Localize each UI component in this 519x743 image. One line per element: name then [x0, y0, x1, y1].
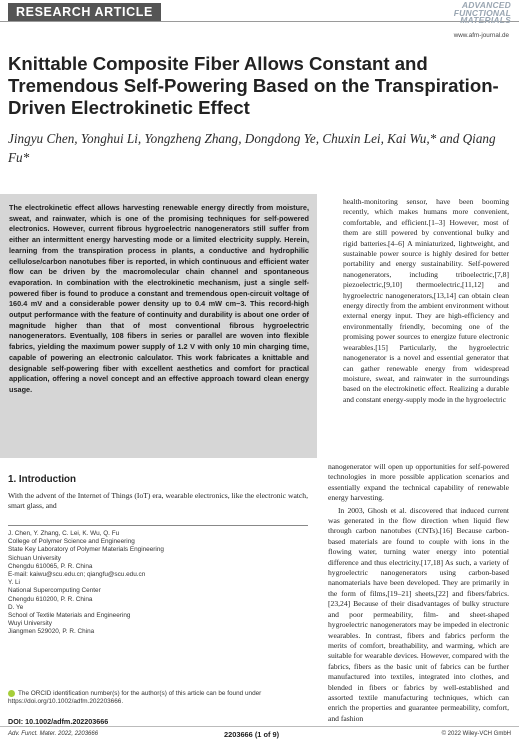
intro-right-column: health-monitoring sensor, have been booming recently, which makes humans more convenient, comfortable, and efficient.[1–3] However, most of them are still powered by conventional bulky and rigid batteries.[4–6] A miniaturized, lightweight, and sustainable power source is highly desired for better portability and energy sustainability. Self-powered nanogenerators, including triboelectric,[7,8] piezoelectric,[9,10] thermoelectric,[11,12] and hygroelectric nanogenerators,[13,14] can obtain clean energy directly from the ambient environment without external energy input. They are high-efficiency and environmentally friendly, becoming one of the promising power sources to energize future electronic wearables.[15] Particularly, the hygroelectric nanogenerator is a novel and essential generator that can gather renewable energy from widespread moisture, sweat, and rainwater in the surroundings based on the electrokinetic effect. Realizing a durable and constant energy-supply mode in the hygroelectric — [343, 197, 509, 404]
intro-paragraph: In 2003, Ghosh et al. discovered that induced current was generated in the flow direction when liquid flew through carbon nanotubes (CNTs).[16] Because carbon-based materials are found to couple with ions in the flowing water, turning water energy into potential difference and thus electricity.[17,18] As such, a variety of hygroelectric nanogenerators using carbon-based nanomaterials have been developed. They are primarily in the form of films,[19–21] sheets,[22] and fibers/fabrics.[23,24] Because of their disadvantages of bulky structure and poor permeability, film- and sheet-shaped hygroelectric nanogenerators may be impeded in electronic wearables. In contrast, fibers and fabrics perform the merits of comfort, breathability, and warming, which are suitable for wearable devices. However, compared with the fabrics, fibers as the basic unit of fabrics can be further manufactured into textiles, integrated into clothes, and blended in fibers or fabrics by well-established and assorted textile manufacturing techniques, which can enrich the properties and guarantee permeability, comfort, and fashion — [328, 505, 509, 723]
footer-citation: Adv. Funct. Mater. 2022, 2203666 — [8, 731, 99, 737]
intro-left-column: With the advent of the Internet of Things (IoT) era, wearable electronics, like the electronic watch, smart glass, and — [8, 491, 308, 511]
journal-url[interactable]: www.afm-journal.de — [453, 32, 509, 39]
footer-copyright: © 2022 Wiley-VCH GmbH — [441, 731, 511, 737]
affiliation-line: Jiangmen 529020, P. R. China — [8, 628, 95, 636]
affiliation-line: Y. Li — [8, 579, 20, 587]
affiliation-line: National Supercomputing Center — [8, 587, 101, 595]
orcid-icon — [8, 690, 15, 697]
doi[interactable]: DOI: 10.1002/adfm.202203666 — [8, 717, 109, 726]
affiliation-line: Sichuan University — [8, 554, 61, 562]
affiliation-email[interactable]: E-mail: kaiwu@scu.edu.cn; qiangfu@scu.edu.cn — [8, 571, 146, 579]
journal-logo-line: FUNCTIONAL — [453, 7, 511, 18]
footer-rule — [0, 726, 519, 727]
journal-logo-line: ADVANCED — [461, 0, 511, 10]
affiliation-line: Chengdu 610065, P. R. China — [8, 562, 93, 570]
section-label: RESEARCH ARTICLE — [8, 3, 161, 21]
journal-logo — [391, 2, 511, 25]
affiliation-line: Wuyi University — [8, 620, 52, 628]
affiliation-line: D. Ye — [8, 603, 24, 611]
affiliation-line: College of Polymer Science and Engineering — [8, 538, 135, 546]
intro-right-lower — [328, 462, 509, 724]
section-heading: 1. Introduction — [8, 474, 77, 485]
article-title: Knittable Composite Fiber Allows Constant and Tremendous Self-Powering Based on the Transpiration-Driven Electrokinetic Effect — [8, 53, 499, 118]
orcid-text[interactable]: The ORCID identification number(s) for the author(s) of this article can be found under https://doi.org/10.1002/adfm.202203666. — [8, 690, 262, 706]
affiliation-rule — [8, 525, 308, 526]
abstract-text: The electrokinetic effect allows harvesting renewable energy directly from moisture, sweat, and rainwater, which is one of the promising techniques for self-powered electronics. However, current fibrous hygroelectric nanogenerators still suffer from either an intermittent energy harvesting mode or a limited electricity supply. Herein, learning from the transpiration process in plants, a conductive and hydrophilic cellulose/carbon nanotubes fiber is reported, in which continuous and efficient water flow can be driven by the macromolecular chain channel and spontaneous evaporation. In combination with the electrokinetic mechanism, just a single self-powered fiber is found to produce a constant and tremendous open-circuit voltage of 160.4 mV and a considerable power density up to 0.4 mW cm−3. This record-high output performance with the feature of continuity and durability is about one order of magnitude higher than that of most conventional fibrous hygroelectric nanogenerators. Eventually, 108 fibers in series or parallel are woven into flexible fabrics, yielding the maximum power supply of 1.2 V with only 10 min charging time, capable of powering an electronic calculator. This work fabricates a knittable and designable self-powering fiber with excellent aesthetics and comfort for practical application, offering a novel concept and an effective approach toward clean energy usage. — [9, 203, 309, 394]
author-list: Jingyu Chen, Yonghui Li, Yongzheng Zhang, Dongdong Ye, Chuxin Lei, Kai Wu,* and Qiang Fu* — [8, 131, 496, 165]
orcid-note — [8, 690, 308, 706]
affiliations — [8, 530, 308, 637]
footer-page-number: 2203666 (1 of 9) — [224, 730, 280, 739]
intro-paragraph: nanogenerator will open up opportunities for self-powered technologies in more possible application scenarios and essentially expand the technical capability of renewable energy harvesting. — [328, 462, 509, 503]
journal-logo-line: MATERIALS — [460, 15, 511, 25]
affiliation-line: Chengdu 610200, P. R. China — [8, 595, 93, 603]
affiliation-line: School of Textile Materials and Engineering — [8, 612, 131, 620]
affiliation-line: J. Chen, Y. Zhang, C. Lei, K. Wu, Q. Fu — [8, 530, 120, 537]
affiliation-line: State Key Laboratory of Polymer Materials Engineering — [8, 546, 164, 554]
